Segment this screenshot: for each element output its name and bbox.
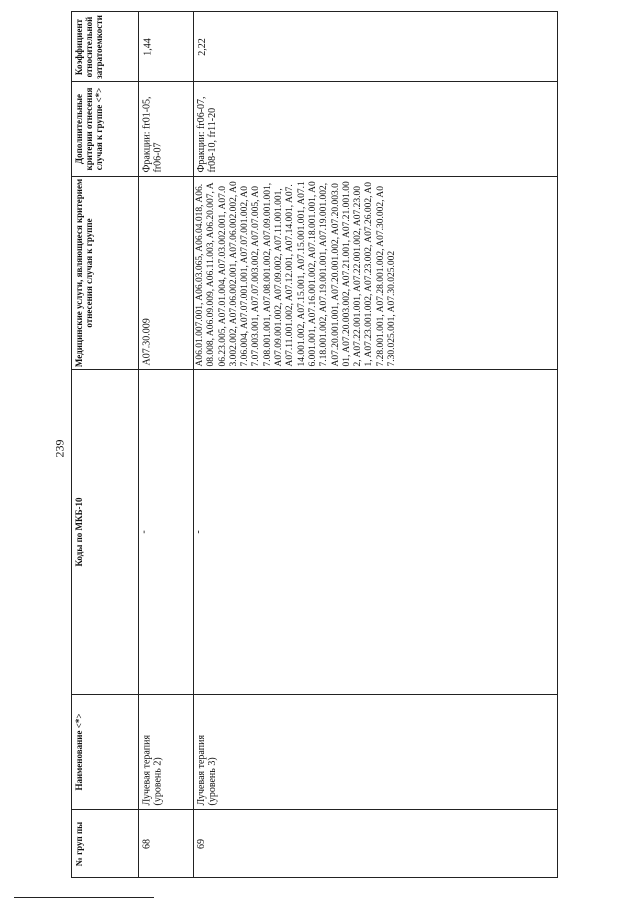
row69-mkb-codes: - [193, 529, 204, 534]
header-coefficient: Коэффициент относительной затратоемкости [74, 14, 104, 79]
row69-name: Лучевая терапия (уровень 3) [196, 734, 218, 805]
header-name: Наименование <*> [74, 713, 84, 791]
header-mkb-codes: Коды по МКБ-10 [74, 496, 84, 567]
header-services: Медицинские услуги, являющиеся критерием отнесения случая к группе [74, 178, 94, 367]
row68-services: A07.30.009 [141, 317, 152, 365]
row68-extra-criteria: Фракции: fr01-05, fr06-07 [141, 95, 163, 172]
row68-coefficient: 1,44 [142, 37, 153, 56]
row69-coefficient: 2,22 [197, 37, 208, 56]
header-group-number: № груп пы [74, 821, 84, 867]
row69-extra-criteria: Фракции: fr06-07, fr08-10, fr11-20 [196, 95, 218, 172]
header-extra-criteria: Дополнительные критерии отнесения случая к группе <*> [74, 87, 104, 170]
row69-services: A06.01.007.001, A06.03.065, A06.04.018, A06.08.008, A06.09.009, A06.11.003, A06.20.007, A06.23.005, A07.01.004, A07.03.002.001, A07.03.002.002, A07.06.002.001, A07.06.002.002, A07.06.004, A07.07.001.001, A07.07.001.002, A07.07.003.001, A07.07.003.002, A07.07.005, A07.08.001.001, A07.08.001.002, A07.09.001.001, A07.09.001.002, A07.09.002, A07.11.001.001, A07.11.001.002, A07.12.001, A07.14.001, A07.14.001.002, A07.15.001, A07.15.001.001, A07.16.001.001, A07.16.001.002, A07.18.001.001, A07.18.001.002, A07.19.001.001, A07.19.001.002, A07.20.001.001, A07.20.001.002, A07.20.003.001, A07.20.003.002, A07.21.001, A07.21.001.002, A07.22.001.001, A07.22.001.002, A07.23.001, A07.23.001.002, A07.23.002, A07.26.002, A07.28.001.001, A07.28.001.002, A07.30.002, A07.30.025.001, A07.30.025.002 [195, 180, 398, 366]
row68-group-number: 68 [141, 839, 152, 849]
footnote-separator [14, 897, 154, 898]
row69-group-number: 69 [196, 839, 207, 849]
row68-name: Лучевая терапия (уровень 2) [141, 734, 163, 805]
rotated-table [71, 11, 558, 878]
row68-mkb-codes: - [138, 529, 149, 534]
page-number: 239 [52, 439, 67, 457]
